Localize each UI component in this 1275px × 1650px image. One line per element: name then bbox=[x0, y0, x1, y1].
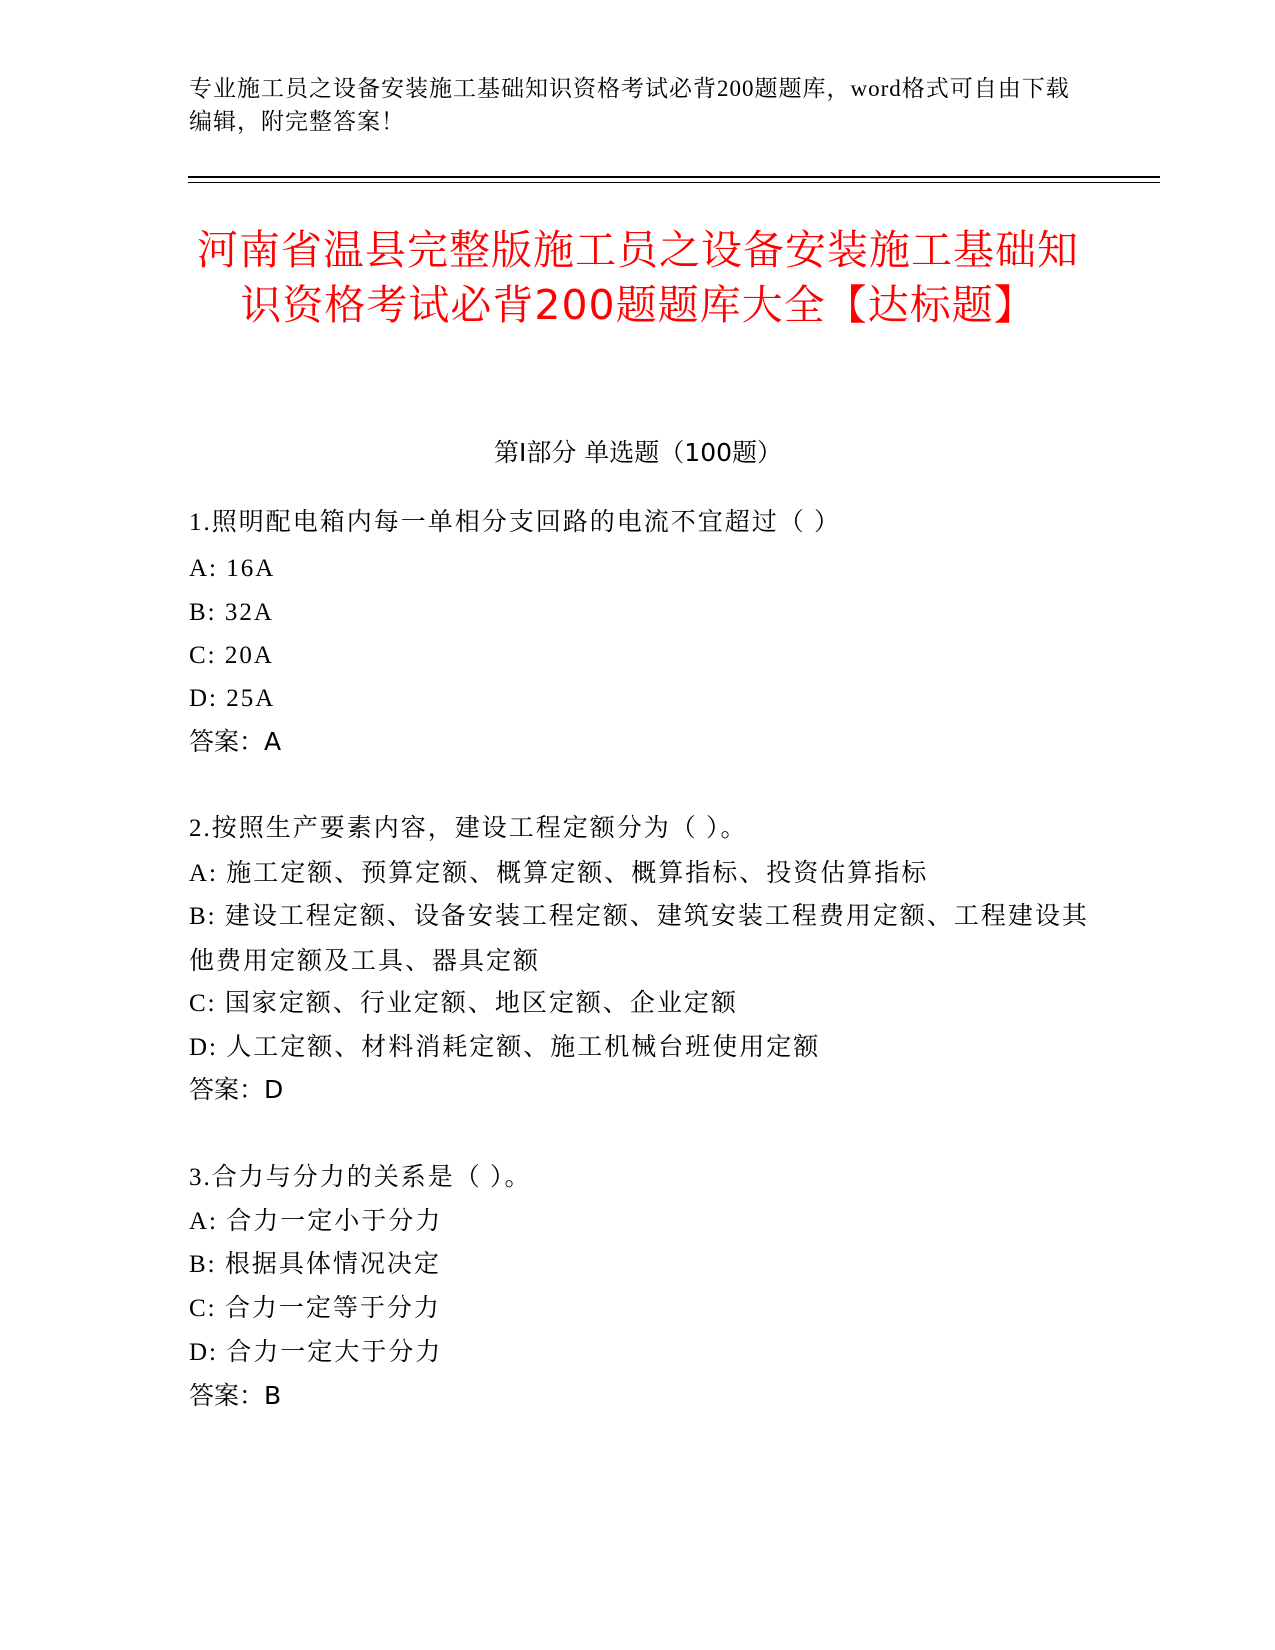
header-rule-thin bbox=[188, 182, 1160, 183]
question-1-option-b: B: 32A bbox=[189, 599, 274, 626]
question-3-option-d: D: 合力一定大于分力 bbox=[189, 1339, 443, 1366]
question-3-answer: 答案：B bbox=[189, 1381, 282, 1410]
question-1-option-c: C: 20A bbox=[189, 642, 274, 669]
question-2-option-d: D: 人工定额、材料消耗定额、施工机械台班使用定额 bbox=[189, 1034, 821, 1061]
question-2-stem: 2.按照生产要素内容，建设工程定额分为（ ）。 bbox=[189, 815, 748, 842]
question-3-stem: 3.合力与分力的关系是（ ）。 bbox=[189, 1164, 532, 1191]
header-rule-thick bbox=[188, 176, 1160, 178]
question-1-option-a: A: 16A bbox=[189, 555, 276, 582]
question-2-answer: 答案：D bbox=[189, 1075, 284, 1104]
question-1-stem: 1.照明配电箱内每一单相分支回路的电流不宜超过（ ） bbox=[189, 509, 842, 536]
question-2-option-a: A: 施工定额、预算定额、概算定额、概算指标、投资估算指标 bbox=[189, 860, 929, 887]
question-2-option-b: B: 建设工程定额、设备安装工程定额、建筑安装工程费用定额、工程建设其他费用定额及工具、器具定额 bbox=[189, 903, 1089, 975]
header-note: 专业施工员之设备安装施工基础知识资格考试必背200题题库，word格式可自由下载编辑，附完整答案！ bbox=[189, 76, 1070, 134]
section-title: 第I部分 单选题（100题） bbox=[493, 438, 783, 467]
question-1-answer: 答案：A bbox=[189, 727, 282, 756]
question-1-option-d: D: 25A bbox=[189, 685, 276, 712]
question-3-option-a: A: 合力一定小于分力 bbox=[189, 1208, 443, 1235]
question-3-option-b: B: 根据具体情况决定 bbox=[189, 1251, 441, 1278]
question-2-option-c: C: 国家定额、行业定额、地区定额、企业定额 bbox=[189, 990, 738, 1017]
document-title: 河南省温县完整版施工员之设备安装施工基础知识资格考试必背200题题库大全【达标题】 bbox=[197, 226, 1079, 329]
question-3-option-c: C: 合力一定等于分力 bbox=[189, 1295, 441, 1322]
